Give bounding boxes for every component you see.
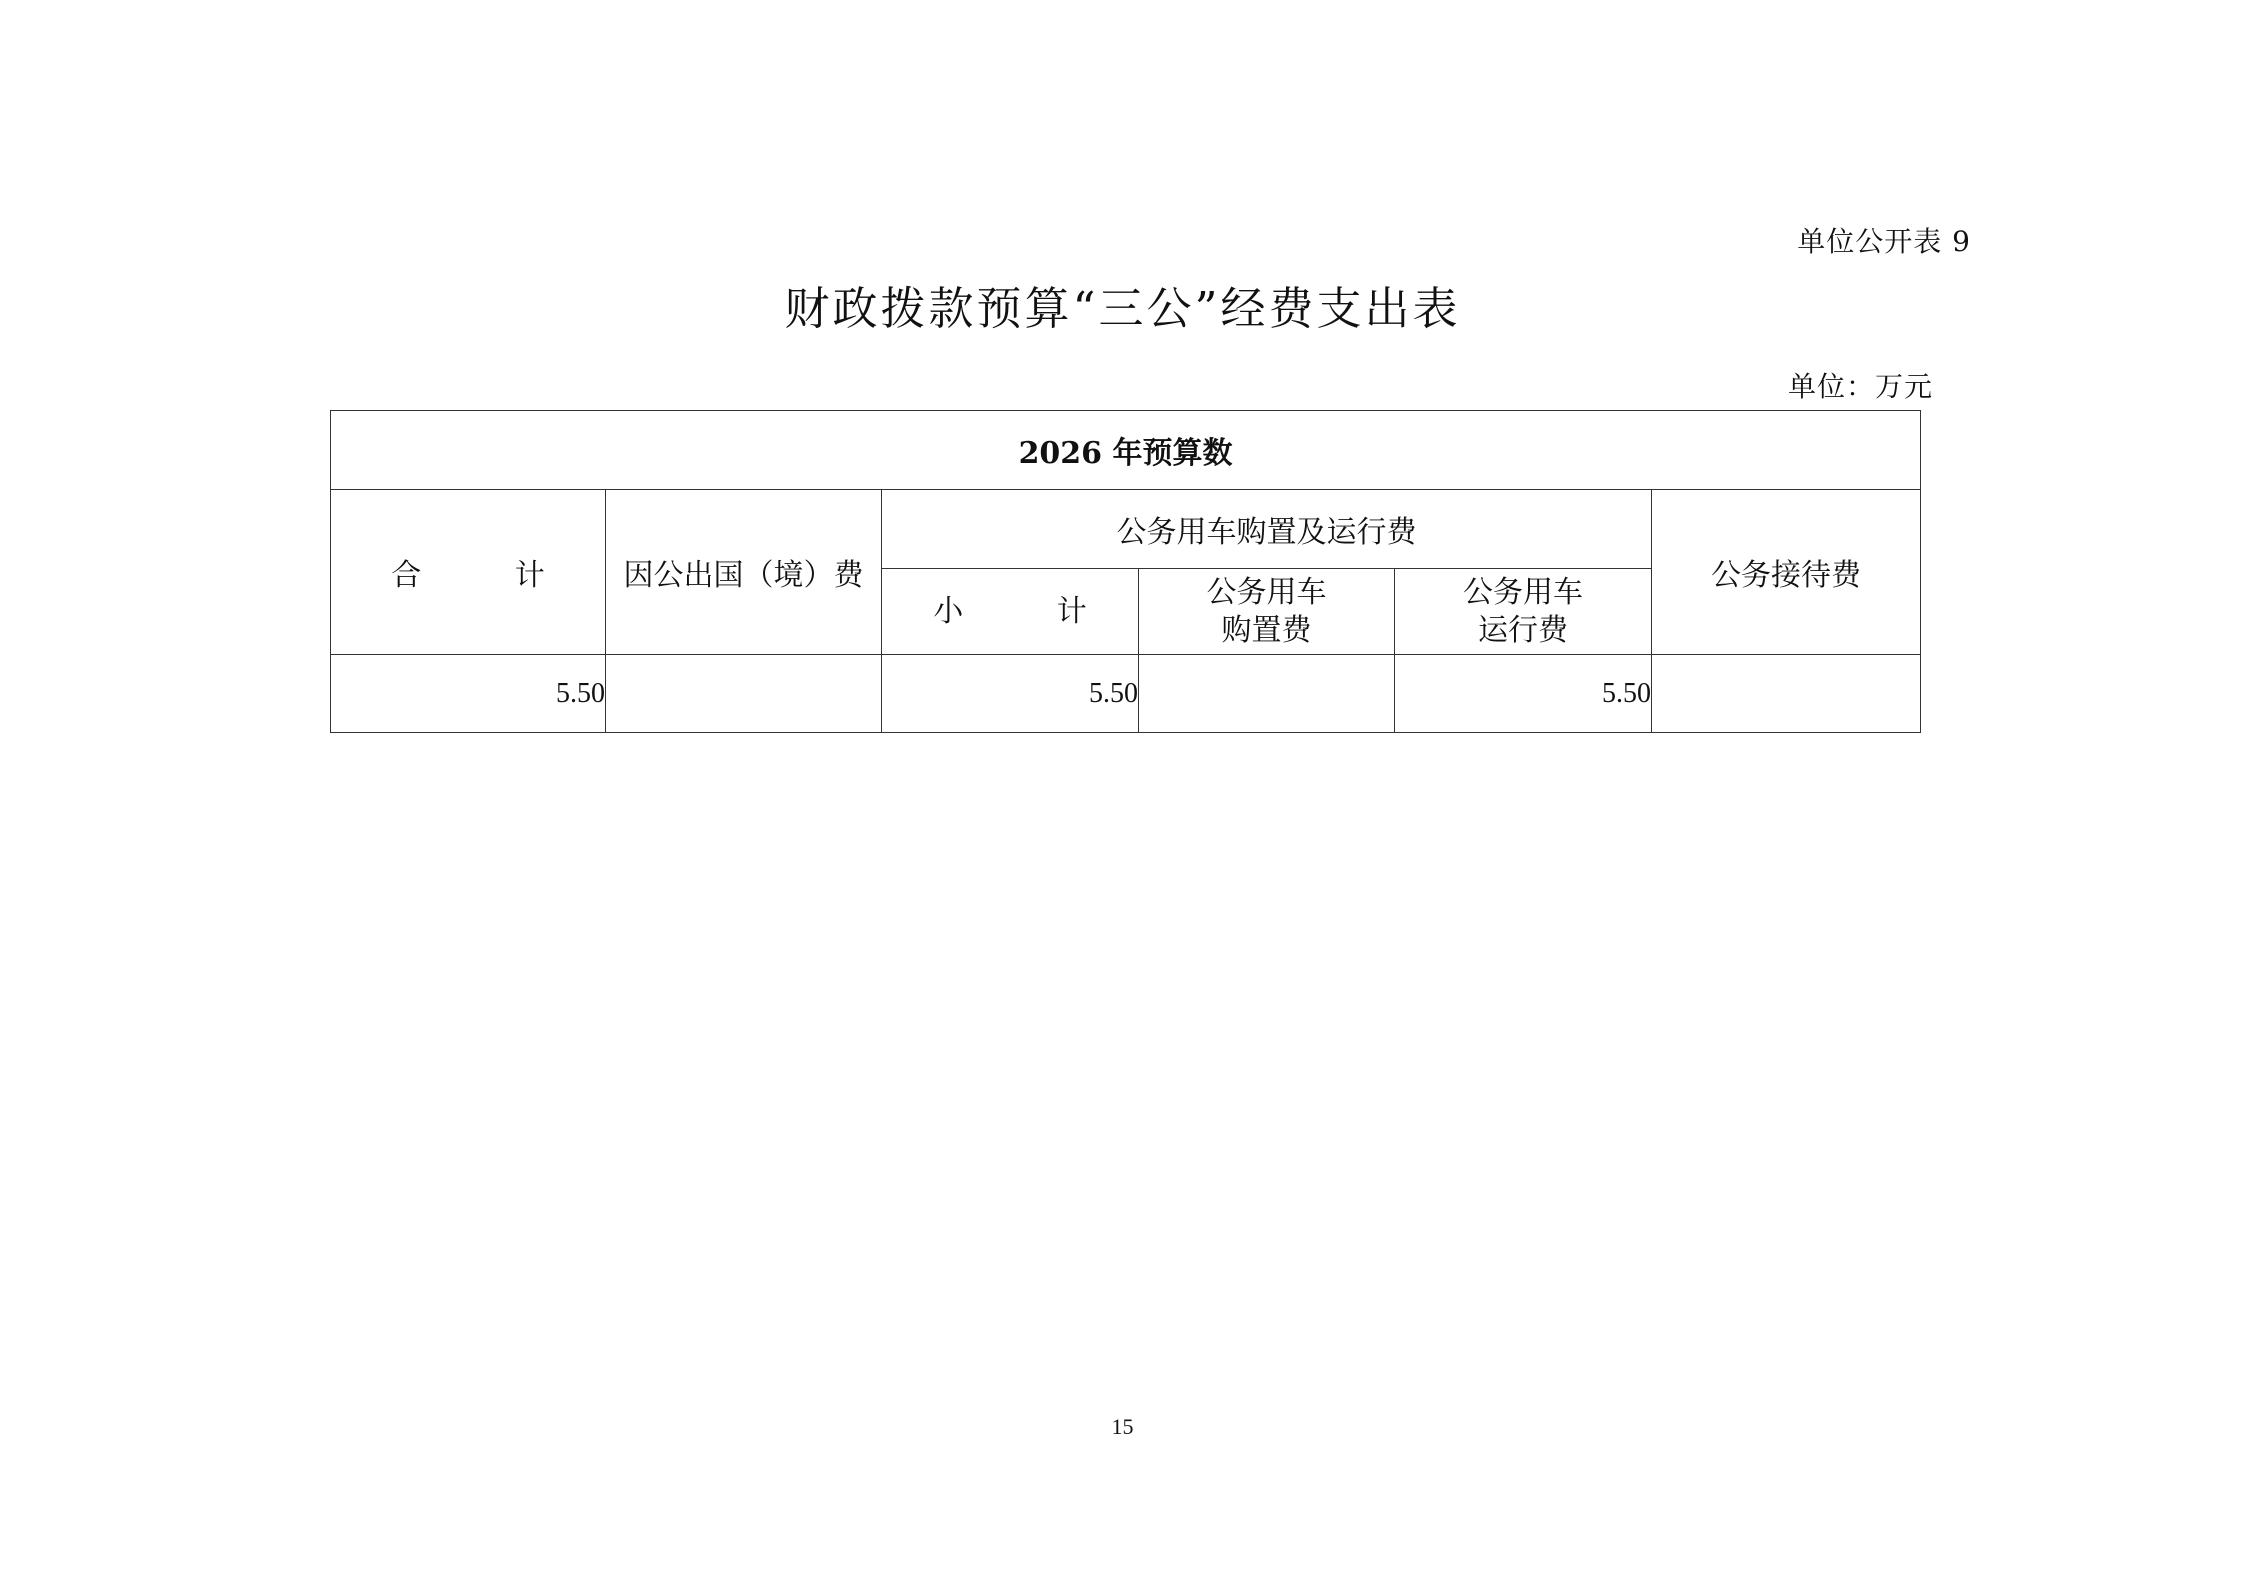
col-header-vehicle-operation-line1: 公务用车 (1463, 575, 1583, 610)
col-header-vehicle-group (882, 490, 1652, 569)
form-number: 单位公开表 9 (1797, 225, 1971, 258)
col-header-reception-label: 公务接待费 (1711, 558, 1862, 593)
document-title: 财政拨款预算“三公”经费支出表 (784, 282, 1461, 335)
value-vehicle-operation: 5.50 (1395, 655, 1652, 733)
col-header-vehicle-operation (1395, 569, 1652, 655)
page-number: 15 (1111, 1414, 1134, 1439)
col-header-reception (1652, 490, 1921, 655)
col-header-vehicle-group-label: 公务用车购置及运行费 (1116, 515, 1417, 550)
table-row-values (331, 655, 1921, 733)
col-header-total (331, 490, 606, 655)
header-row-year (331, 411, 1921, 490)
col-header-subtotal-label: 小 计 (933, 593, 1129, 629)
col-header-total-label: 合 计 (391, 558, 587, 593)
col-header-vehicle-purchase (1139, 569, 1395, 655)
col-header-vehicle-purchase-line2: 购置费 (1221, 612, 1312, 648)
col-header-overseas-label: 因公出国（境）费 (623, 558, 864, 593)
year-header-text: 2026 年预算数 (1018, 436, 1233, 471)
value-overseas (606, 655, 882, 733)
unit-label: 单位：万元 (1787, 370, 1933, 403)
value-vehicle-purchase (1139, 655, 1395, 733)
value-total: 5.50 (331, 655, 606, 733)
col-header-vehicle-purchase-line1: 公务用车 (1206, 575, 1327, 610)
col-header-subtotal (882, 569, 1139, 655)
col-header-vehicle-operation-line2: 运行费 (1478, 612, 1568, 648)
header-row-columns (331, 490, 1921, 569)
three-public-expenses-table (330, 410, 1921, 733)
col-header-overseas (606, 490, 882, 655)
year-header-cell (331, 411, 1921, 490)
value-subtotal: 5.50 (882, 655, 1139, 733)
value-reception (1652, 655, 1921, 733)
